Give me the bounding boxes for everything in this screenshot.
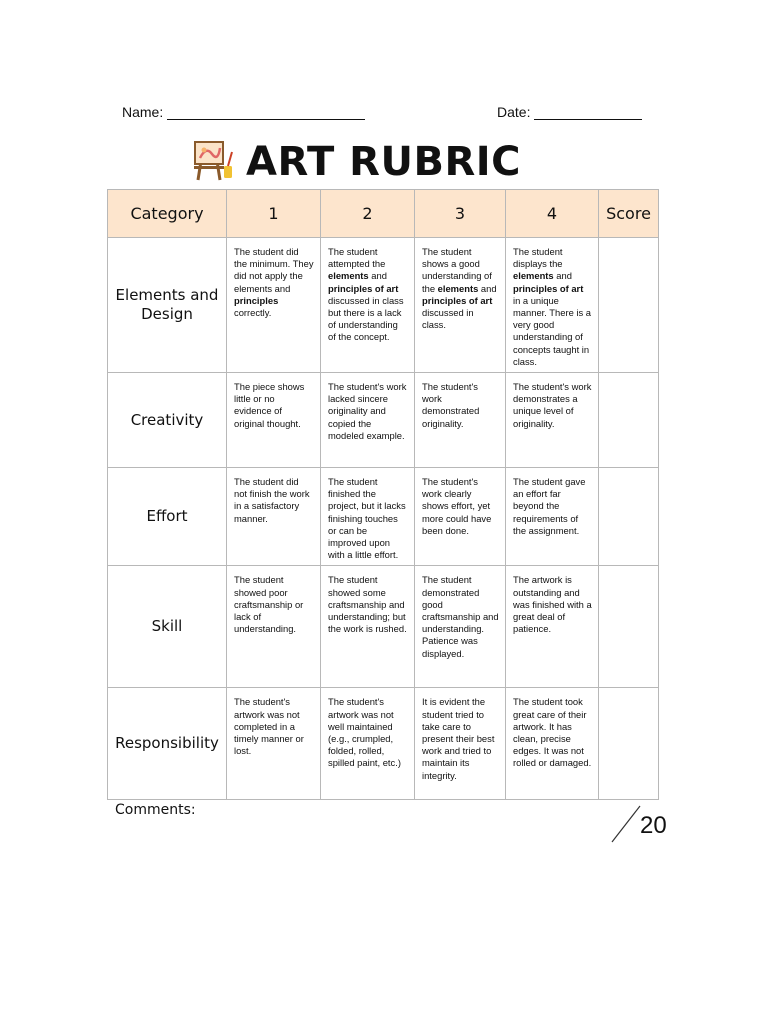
- criterion-text: The artwork is outstanding and was finished with a great deal of patience.: [513, 574, 592, 635]
- criterion-cell: [506, 238, 599, 373]
- category-cell: Effort: [108, 468, 227, 566]
- criterion-text: It is evident the student tried to take care to present their best work and tried to maintain its integrity.: [422, 696, 495, 781]
- criterion-text: The student's work clearly shows effort, yet more could have been done.: [422, 476, 492, 536]
- criterion-text-bold: principles of art: [328, 282, 399, 294]
- criterion-text: The student's work lacked sincere originality and copied the modeled example.: [328, 381, 407, 441]
- criterion-text-bold: elements: [437, 282, 479, 294]
- criterion-text: correctly.: [234, 307, 272, 319]
- criterion-text: and: [368, 270, 387, 282]
- column-header: 1: [227, 190, 321, 238]
- criterion-cell: [415, 238, 506, 373]
- criterion-text-bold: principles of art: [513, 282, 584, 294]
- date-label: Date:: [497, 104, 531, 120]
- name-field: [122, 104, 365, 120]
- art-easel-icon: [186, 136, 236, 187]
- criterion-cell: [321, 373, 415, 468]
- criterion-text: The student did the minimum. They did not apply the elements and: [234, 246, 314, 294]
- rubric-table: [107, 189, 659, 800]
- date-blank-line[interactable]: [534, 104, 642, 120]
- criterion-cell: [415, 566, 506, 688]
- criterion-text: discussed in class.: [422, 307, 474, 331]
- name-label: Name:: [122, 104, 164, 120]
- criterion-text: The student's work demonstrates a unique level of originality.: [513, 381, 592, 429]
- criterion-text: The student's work demonstrated originality.: [422, 381, 480, 429]
- criterion-text: The student showed poor craftsmanship or lack of understanding.: [234, 574, 304, 635]
- score-cell[interactable]: [599, 566, 659, 688]
- table-row: [108, 238, 659, 373]
- criterion-cell: [506, 468, 599, 566]
- total-score-value: 20: [640, 812, 667, 839]
- criterion-cell: [227, 688, 321, 800]
- column-header: 4: [506, 190, 599, 238]
- criterion-text: The student's artwork was not well maintained (e.g., crumpled, folded, rolled, spilled paint, etc.): [328, 696, 401, 769]
- category-cell: Responsibility: [108, 688, 227, 800]
- criterion-cell: [506, 373, 599, 468]
- criterion-cell: [506, 688, 599, 800]
- score-cell[interactable]: [599, 373, 659, 468]
- criterion-text: The student showed some craftsmanship and understanding; but the work is rushed.: [328, 574, 407, 635]
- criterion-text: The student displays the: [513, 246, 563, 270]
- criterion-cell: [415, 373, 506, 468]
- criterion-text: The piece shows little or no evidence of original thought.: [234, 381, 305, 429]
- criterion-cell: [321, 566, 415, 688]
- category-cell: Creativity: [108, 373, 227, 468]
- criterion-text: The student took great care of their artwork. It has clean, precise edges. It was not rolled or damaged.: [513, 696, 592, 769]
- column-header: 3: [415, 190, 506, 238]
- criterion-text: and: [553, 270, 572, 282]
- criterion-text: The student did not finish the work in a satisfactory manner.: [234, 476, 310, 524]
- column-header: Score: [599, 190, 659, 238]
- criterion-text: in a unique manner. There is a very good understanding of concepts taught in class.: [513, 294, 591, 367]
- table-row: [108, 468, 659, 566]
- category-cell: Skill: [108, 566, 227, 688]
- criterion-text-bold: elements: [513, 270, 554, 282]
- column-header: Category: [108, 190, 227, 238]
- total-score: [610, 804, 670, 844]
- criterion-cell: [506, 566, 599, 688]
- column-header: 2: [321, 190, 415, 238]
- category-cell: Elements and Design: [108, 238, 227, 373]
- criterion-cell: [321, 238, 415, 373]
- criterion-text: The student's artwork was not completed in a timely manner or lost.: [234, 696, 304, 757]
- criterion-text: The student finished the project, but it lacks finishing touches or can be improved upon with a little effort.: [328, 476, 406, 561]
- criterion-text: The student demonstrated good craftsmanship and understanding. Patience was displayed.: [422, 574, 499, 659]
- criterion-text-bold: elements: [328, 270, 369, 282]
- criterion-cell: [227, 566, 321, 688]
- criterion-cell: [227, 468, 321, 566]
- criterion-text: discussed in class but there is a lack of understanding of the concept.: [328, 294, 404, 343]
- date-field: [497, 104, 642, 120]
- criterion-cell: [415, 688, 506, 800]
- criterion-text: and: [478, 282, 497, 294]
- criterion-text: The student gave an effort far beyond the requirements of the assignment.: [513, 476, 586, 536]
- comments-label: Comments:: [115, 802, 196, 818]
- page-title: [186, 136, 521, 187]
- title-text: ART RUBRIC: [246, 138, 521, 185]
- score-cell[interactable]: [599, 468, 659, 566]
- criterion-cell: [321, 468, 415, 566]
- criterion-text: The student attempted the: [328, 246, 386, 270]
- criterion-text-bold: principles: [234, 294, 279, 306]
- criterion-cell: [415, 468, 506, 566]
- criterion-cell: [321, 688, 415, 800]
- criterion-cell: [227, 238, 321, 373]
- criterion-text: The student shows a good understanding of the: [422, 246, 492, 294]
- score-cell[interactable]: [599, 688, 659, 800]
- score-cell[interactable]: [599, 238, 659, 373]
- header-row: [108, 190, 659, 238]
- criterion-text-bold: principles of art: [422, 294, 493, 306]
- table-row: [108, 373, 659, 468]
- name-blank-line[interactable]: [167, 104, 365, 120]
- criterion-cell: [227, 373, 321, 468]
- table-row: [108, 566, 659, 688]
- table-row: [108, 688, 659, 800]
